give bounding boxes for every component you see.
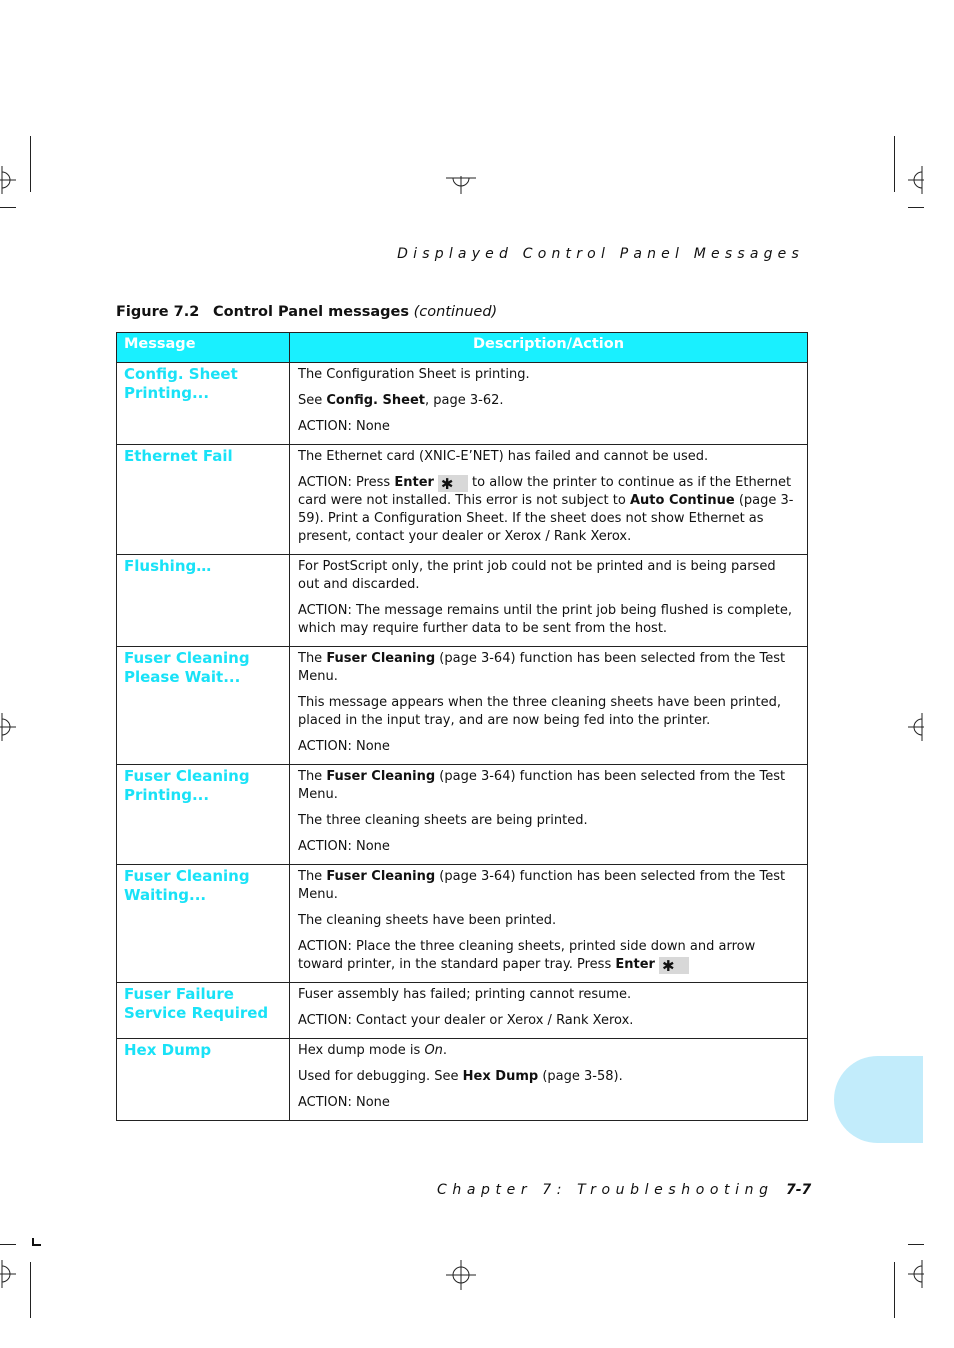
message-description	[290, 555, 808, 647]
description-text: ACTION: None	[298, 419, 390, 434]
figure-continued: (continued)	[413, 304, 498, 320]
description-text: The Configuration Sheet is printing.	[298, 367, 530, 382]
description-paragraph	[298, 602, 799, 638]
description-text: ACTION: The message remains until the print job being flushed is complete, which may require further data to be sent from the host.	[298, 603, 792, 636]
description-text: The	[298, 651, 327, 666]
figure-number: Figure 7.2	[116, 304, 200, 320]
description-text: ACTION: None	[298, 739, 390, 754]
crop-mark	[0, 207, 16, 208]
footer-chapter: Chapter 7: Troubleshooting	[437, 1182, 774, 1198]
description-paragraph	[298, 868, 799, 904]
description-text: Fuser assembly has failed; printing cannot resume.	[298, 987, 632, 1002]
description-text: The	[298, 769, 327, 784]
description-paragraph	[298, 448, 799, 466]
column-header-description: Description/Action	[290, 333, 808, 363]
description-paragraph	[298, 1068, 799, 1086]
description-paragraph	[298, 366, 799, 384]
description-text: Used for debugging. See	[298, 1069, 463, 1084]
table-row	[117, 363, 808, 445]
description-paragraph	[298, 912, 799, 930]
registration-mark-icon	[0, 1260, 18, 1288]
message-description	[290, 765, 808, 865]
message-description	[290, 865, 808, 983]
message-name: Fuser Failure Service Required	[117, 983, 290, 1039]
registration-mark-icon	[906, 1260, 924, 1288]
bold-term: Enter	[394, 475, 434, 490]
page-number: 7-7	[786, 1182, 812, 1198]
crop-mark	[908, 1244, 924, 1245]
description-text: ACTION: Contact your dealer or Xerox / Rank Xerox.	[298, 1013, 634, 1028]
description-text: ACTION: Press	[298, 475, 395, 490]
registration-mark-icon	[0, 166, 18, 194]
enter-key-icon: ✱	[438, 475, 468, 492]
description-paragraph	[298, 1042, 799, 1060]
description-text: The cleaning sheets have been printed.	[298, 913, 557, 928]
description-paragraph	[298, 418, 799, 436]
description-paragraph	[298, 392, 799, 410]
message-description	[290, 1039, 808, 1121]
description-paragraph	[298, 738, 799, 756]
description-paragraph	[298, 1094, 799, 1112]
table-row	[117, 445, 808, 555]
bold-term: Enter	[615, 957, 655, 972]
description-text: For PostScript only, the print job could not be printed and is being parsed out and discarded.	[298, 559, 776, 592]
description-text: to allow the printer to continue as if the Ethernet card were not installed. This error is not subject to	[298, 475, 792, 508]
bold-term: Fuser Cleaning	[326, 769, 436, 784]
description-text: The three cleaning sheets are being printed.	[298, 813, 588, 828]
description-paragraph	[298, 558, 799, 594]
chapter-thumb-tab	[834, 1056, 923, 1143]
description-text: , page 3-62.	[425, 393, 504, 408]
crop-mark	[30, 136, 31, 192]
registration-mark-icon	[446, 1260, 476, 1290]
message-description	[290, 647, 808, 765]
message-description	[290, 983, 808, 1039]
table-header-row	[117, 333, 808, 363]
table-row	[117, 765, 808, 865]
message-name: Flushing…	[117, 555, 290, 647]
bold-term: Config. Sheet	[326, 393, 425, 408]
description-text: Hex dump mode is	[298, 1043, 425, 1058]
bold-term: Hex Dump	[462, 1069, 539, 1084]
message-name: Hex Dump	[117, 1039, 290, 1121]
description-text: ACTION: None	[298, 1095, 390, 1110]
page-footer	[437, 1182, 812, 1198]
message-name: Fuser Cleaning Printing...	[117, 765, 290, 865]
enter-key-icon: ✱	[659, 957, 689, 974]
description-text: On	[424, 1043, 443, 1058]
table-row	[117, 647, 808, 765]
description-text: (page 3-64) function has been selected from the Test Menu.	[298, 651, 786, 684]
description-text: (page 3-64) function has been selected from the Test Menu.	[298, 769, 786, 802]
crop-mark	[30, 1262, 31, 1318]
crop-mark	[0, 1244, 16, 1245]
registration-mark-icon	[906, 713, 924, 741]
running-head: Displayed Control Panel Messages	[397, 246, 804, 262]
crop-mark	[908, 207, 924, 208]
description-paragraph	[298, 838, 799, 856]
table-row	[117, 983, 808, 1039]
registration-mark-icon	[0, 713, 18, 741]
crop-mark	[894, 136, 895, 192]
message-name: Ethernet Fail	[117, 445, 290, 555]
description-text: ACTION: Place the three cleaning sheets, printed side down and arrow toward printer, in the standard paper tray. Press	[298, 939, 756, 972]
description-paragraph	[298, 768, 799, 804]
description-text: See	[298, 393, 327, 408]
description-paragraph	[298, 986, 799, 1004]
description-paragraph	[298, 938, 799, 974]
description-text: (page 3-58).	[538, 1069, 623, 1084]
column-header-message: Message	[117, 333, 290, 363]
message-name: Fuser Cleaning Waiting...	[117, 865, 290, 983]
bold-term: Auto Continue	[629, 493, 735, 508]
description-text: This message appears when the three cleaning sheets have been printed, placed in the input tray, and are now being fed into the printer.	[298, 695, 781, 728]
description-text: (page 3-59). Print a Configuration Sheet. If the sheet does not show Ethernet as present, contact your dealer or Xerox / Rank Xerox.	[298, 493, 794, 544]
bold-term: Fuser Cleaning	[326, 869, 436, 884]
description-text: The	[298, 869, 327, 884]
description-text: The Ethernet card (XNIC-E’NET) has failed and cannot be used.	[298, 449, 709, 464]
figure-title: Control Panel messages	[213, 304, 410, 320]
description-text: .	[442, 1043, 448, 1058]
description-paragraph	[298, 812, 799, 830]
crop-mark	[894, 1262, 895, 1318]
registration-mark-icon	[446, 176, 476, 194]
corner-mark	[32, 1238, 41, 1246]
table-row	[117, 1039, 808, 1121]
message-name: Fuser Cleaning Please Wait...	[117, 647, 290, 765]
table-row	[117, 555, 808, 647]
description-paragraph	[298, 694, 799, 730]
registration-mark-icon	[906, 166, 924, 194]
bold-term: Fuser Cleaning	[326, 651, 436, 666]
messages-table	[116, 332, 808, 1121]
description-paragraph	[298, 650, 799, 686]
message-name: Config. Sheet Printing...	[117, 363, 290, 445]
description-paragraph	[298, 1012, 799, 1030]
message-description	[290, 363, 808, 445]
description-text: (page 3-64) function has been selected from the Test Menu.	[298, 869, 786, 902]
description-text: ACTION: None	[298, 839, 390, 854]
description-paragraph	[298, 474, 799, 546]
table-row	[117, 865, 808, 983]
figure-caption	[116, 304, 497, 320]
message-description	[290, 445, 808, 555]
